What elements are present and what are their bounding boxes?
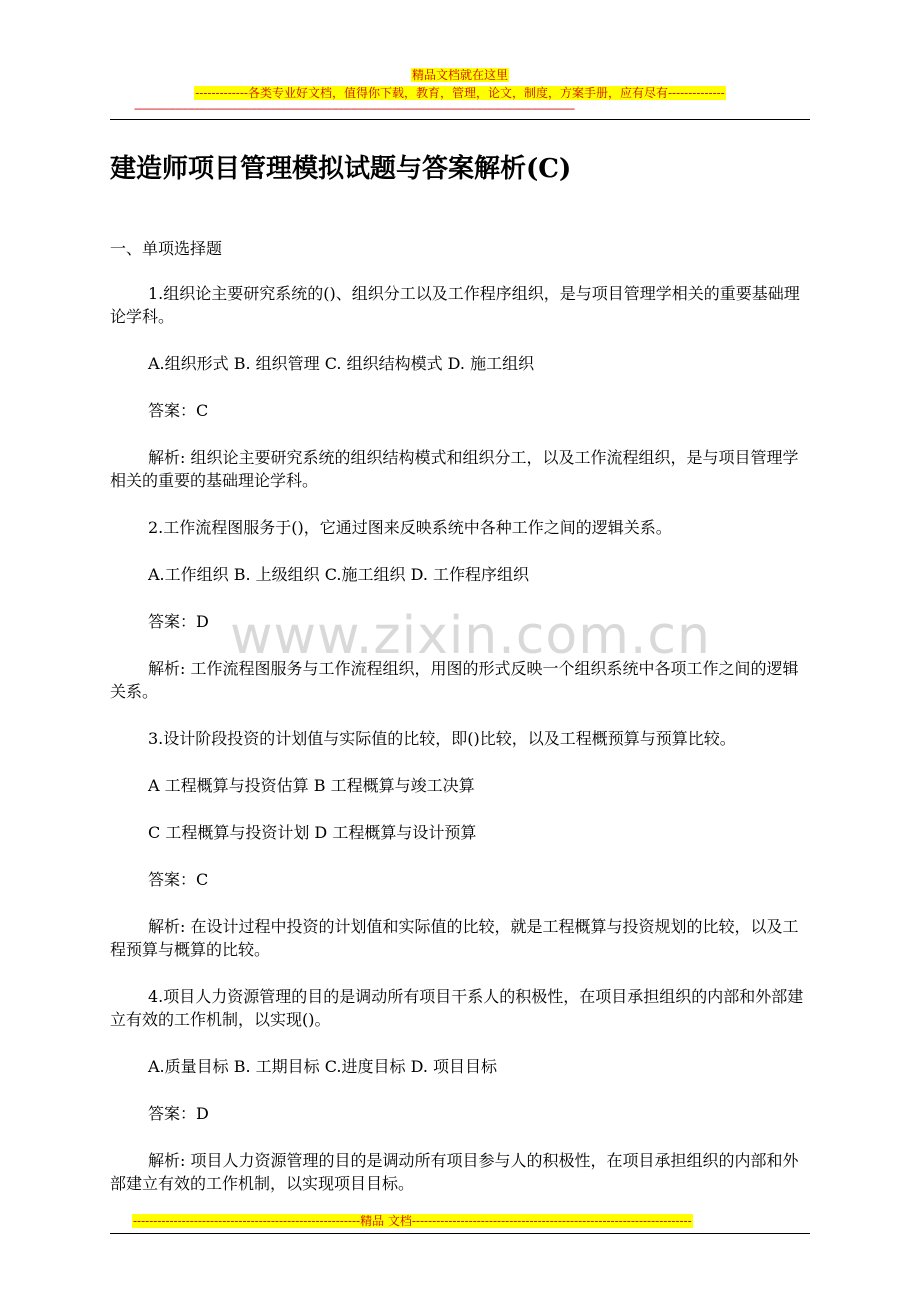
footer-rule xyxy=(110,1233,810,1234)
question-options: A.组织形式 B. 组织管理 C. 组织结构模式 D. 施工组织 xyxy=(148,354,535,373)
question-options: A 工程概算与投资估算 B 工程概算与竣工决算 xyxy=(148,776,475,795)
question-text: 1.组织论主要研究系统的()、组织分工以及工作程序组织，是与项目管理学相关的重要基础理论学科。 xyxy=(110,284,800,326)
question-block xyxy=(110,516,810,703)
question-answer: 答案：C xyxy=(148,401,209,420)
question-explanation: 解析: 工作流程图服务与工作流程组织，用图的形式反映一个组织系统中各项工作之间的逻辑关系。 xyxy=(110,659,799,701)
watermark: www.zixin.com.cn xyxy=(230,606,711,666)
question-options: C 工程概算与投资计划 D 工程概算与设计预算 xyxy=(148,823,477,842)
page-title: 建造师项目管理模拟试题与答案解析(C) xyxy=(110,154,572,184)
question-text: 2.工作流程图服务于()，它通过图来反映系统中各种工作之间的逻辑关系。 xyxy=(148,518,672,537)
header-line-2: -------------各类专业好文档，值得你下载，教育，管理，论文，制度，方案手册，应有尽有-------------- xyxy=(195,86,725,100)
header-dash-line: ------------------------------------------------------------------------------------------------------------------------------------------------------------------ xyxy=(134,102,575,115)
question-text: 3.设计阶段投资的计划值与实际值的比较，即()比较，以及工程概预算与预算比较。 xyxy=(148,729,736,748)
question-block xyxy=(110,985,810,1195)
question-explanation: 解析: 在设计过程中投资的计划值和实际值的比较，就是工程概算与投资规划的比较，以及工程预算与概算的比较。 xyxy=(110,917,799,959)
question-options: A.工作组织 B. 上级组织 C.施工组织 D. 工作程序组织 xyxy=(148,565,530,584)
question-explanation: 解析: 组织论主要研究系统的组织结构模式和组织分工，以及工作流程组织，是与项目管理学相关的重要的基础理论学科。 xyxy=(110,448,799,490)
header-line-1: 精品文档就在这里 xyxy=(411,68,508,82)
section-heading: 一、单项选择题 xyxy=(110,239,223,258)
question-answer: 答案：D xyxy=(148,1104,209,1123)
question-answer: 答案：C xyxy=(148,870,209,889)
question-text: 4.项目人力资源管理的目的是调动所有项目干系人的积极性，在项目承担组织的内部和外部建立有效的工作机制，以实现()。 xyxy=(110,987,804,1029)
question-block xyxy=(110,282,810,492)
footer-banner: --------------------------------------------------------精品 文档--------------------------------------------------------------------- xyxy=(133,1214,692,1228)
question-list xyxy=(110,282,810,1219)
question-block xyxy=(110,727,810,961)
question-answer: 答案：D xyxy=(148,612,209,631)
question-explanation: 解析: 项目人力资源管理的目的是调动所有项目参与人的积极性，在项目承担组织的内部和外部建立有效的工作机制，以实现项目目标。 xyxy=(110,1151,799,1193)
header-rule xyxy=(110,119,810,120)
question-options: A.质量目标 B. 工期目标 C.进度目标 D. 项目目标 xyxy=(148,1057,498,1076)
